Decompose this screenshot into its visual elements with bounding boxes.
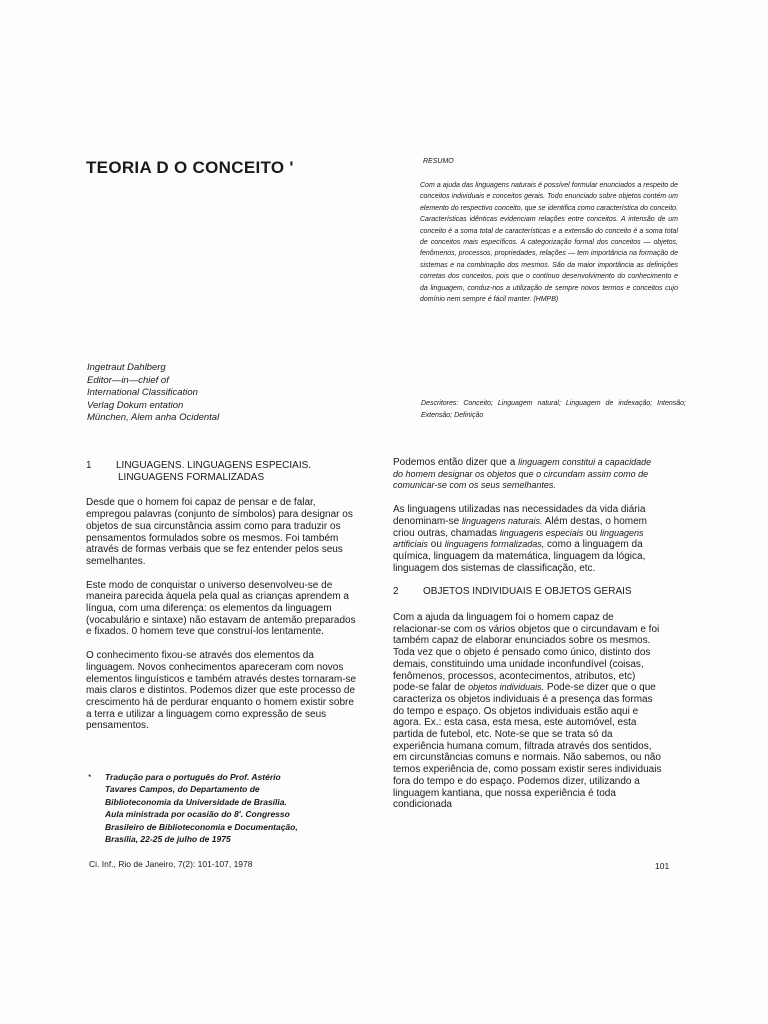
footnote-line: Brasília, 22-25 de julho de 1975 — [105, 834, 231, 845]
paragraph: O conhecimento fixou-se através dos elementos da linguagem. Novos conhecimentos apareceram com novos elementos linguísticos e também através destes tornaram-se mais claros e distintos. Podemos dizer que este processo de crescimento há de perdurar enquanto o homem existir sobre a terra e utilizar a linguagem como expressão de seus pensamentos. — [86, 650, 357, 732]
author-organization: International Classification — [87, 387, 198, 399]
section-title-line2: LINGUAGENS FORMALIZADAS — [118, 471, 265, 483]
author-block — [87, 362, 219, 425]
section-title-line1: LINGUAGENS. LINGUAGENS ESPECIAIS. — [116, 460, 312, 471]
descriptors: Descritores: Conceito; Linguagem natural; Linguagem de indexação; Intensão; Extensão; Definição — [421, 400, 686, 419]
footnote-marker: * — [88, 772, 92, 782]
emphasized-text: objetos individuais. — [468, 682, 545, 693]
footnote-line: Tradução para o português do Prof. Astério — [105, 772, 281, 782]
text-run: Com a ajuda da linguagem foi o homem capaz de relacionar-se com os vários objetos que o circundavam e foi também capaz de elaborar enunciados sobre os mesmos. Toda vez que o objeto é pensado como único, distinto dos demais, constituindo uma unidade inconfundível (coisas, fenômenos, processos, acontecimentos, atributos, etc) pode-se falar de — [393, 612, 660, 694]
footnote-line: Aula ministrada por ocasião do 8'. Congresso — [105, 809, 290, 820]
author-role: Editor—in—chief of — [87, 374, 169, 386]
section-heading-2 — [393, 586, 663, 598]
right-column — [393, 457, 663, 823]
author-publisher: Verlag Dokum entation — [87, 399, 184, 411]
author-name: Ingetraut Dahlberg — [87, 362, 166, 373]
paragraph: Desde que o homem foi capaz de pensar e de falar, empregou palavras (conjunto de símbolos) para designar os objetos de sua circunstância assim como para traduzir os pensamentos formulados sobre os mesmos. Foi também através de formas verbais que se fez entender pelos seus semelhantes. — [86, 497, 353, 567]
abstract-text: Com a ajuda das linguagens naturais é possível formular enunciados a respeito de conceitos individuais e conceitos gerais. Todo enunciado sobre objetos contém um elemento do respectivo conceito, que se identifica como característica do conceito. Características idênticas evidenciam relações entre conceitos. A intensão de um conceito é a soma total de características e a extensão do conceito é a soma total de conceitos mais específicos. A categorização formal dos conceitos — objetos, fenômenos, processos, propriedades, relações — tem importância na formação de sistemas e na combinação dos mesmos. São da maior importância as definições corretas dos conceitos, pois que o contínuo desenvolvimento do conhecimento e da linguagem, conduz-nos a utilização de sempre novos termos e conceitos cujo domínio nem sempre é fácil manter. (HMPB) — [420, 182, 678, 304]
section-number: 1 — [86, 460, 92, 471]
author-location: München, Alem anha Ocidental — [87, 412, 220, 424]
section-heading-1 — [86, 460, 362, 483]
text-run: As linguagens utilizadas nas necessidades da vida diária denominam-se — [393, 504, 646, 527]
emphasized-text: linguagens artificiais — [393, 527, 644, 550]
footnote-line: Tavares Campos, do Departamento de — [105, 784, 260, 795]
footnote-line: Brasileiro de Biblioteconomia e Documentação, — [105, 821, 298, 832]
emphasized-text: linguagem constitui a capacidade do homem designar os objetos que o circundam assim como de comunicar-se com os seus semelhantes. — [393, 457, 652, 491]
text-run: ou — [430, 539, 442, 551]
left-column — [86, 460, 362, 744]
text-run: Além destas, o homem criou outras, chamadas — [393, 515, 647, 539]
emphasized-text: linguagens formalizadas, — [444, 539, 545, 550]
paragraph: Este modo de conquistar o universo desenvolveu-se de maneira parecida àquela pela qual as crianças aprendem a língua, com uma diferença: os elementos da linguagem (vocabulário e sintaxe) não estavam de antemão preparados e fixados. 0 homem teve que construí-los lentamente. — [86, 579, 356, 638]
text-run: como a linguagem da química, linguagem da matemática, linguagem da lógica, linguagem dos sistemas de classificação, etc. — [393, 539, 646, 574]
emphasized-text: linguagens especiais — [499, 527, 584, 538]
text-run: Pode-se dizer que o que caracteriza os objetos individuais é a presença das formas do tempo e espaço. Os objetos individuais estão aqui e agora. Ex.: esta casa, esta mesa, este automóvel, esta partida de futebol, etc. Note-se que se trata só da experiência humana comum, filtrada através dos sentidos, em circunstâncias comuns e normais. Não sabemos, ou não temos experiência de, como possam existir seres individuais fora do tempo e do espaço. Podemos dizer, utilizando a linguagem kantiana, que nossa experiência é toda condicionada — [393, 682, 662, 811]
article-title: TEORIA D O CONCEITO ' — [86, 158, 294, 177]
footnote — [88, 771, 358, 845]
section-number: 2 — [393, 586, 399, 598]
journal-citation: Ci. Inf., Rio de Janeiro, 7(2): 101-107, 1978 — [89, 859, 253, 869]
emphasized-text: linguagens naturais. — [461, 515, 543, 526]
footnote-line: Biblioteconomia da Universidade de Brasília. — [105, 796, 287, 807]
paragraph — [393, 504, 663, 574]
page-number: 101 — [655, 861, 670, 871]
paragraph — [393, 612, 663, 811]
text-run: Podemos então dizer que a — [393, 457, 516, 468]
section-title: OBJETOS INDIVIDUAIS E OBJETOS GERAIS — [423, 586, 632, 598]
abstract-label: RESUMO — [423, 158, 454, 165]
text-run: ou — [586, 527, 598, 539]
paragraph — [393, 457, 663, 492]
